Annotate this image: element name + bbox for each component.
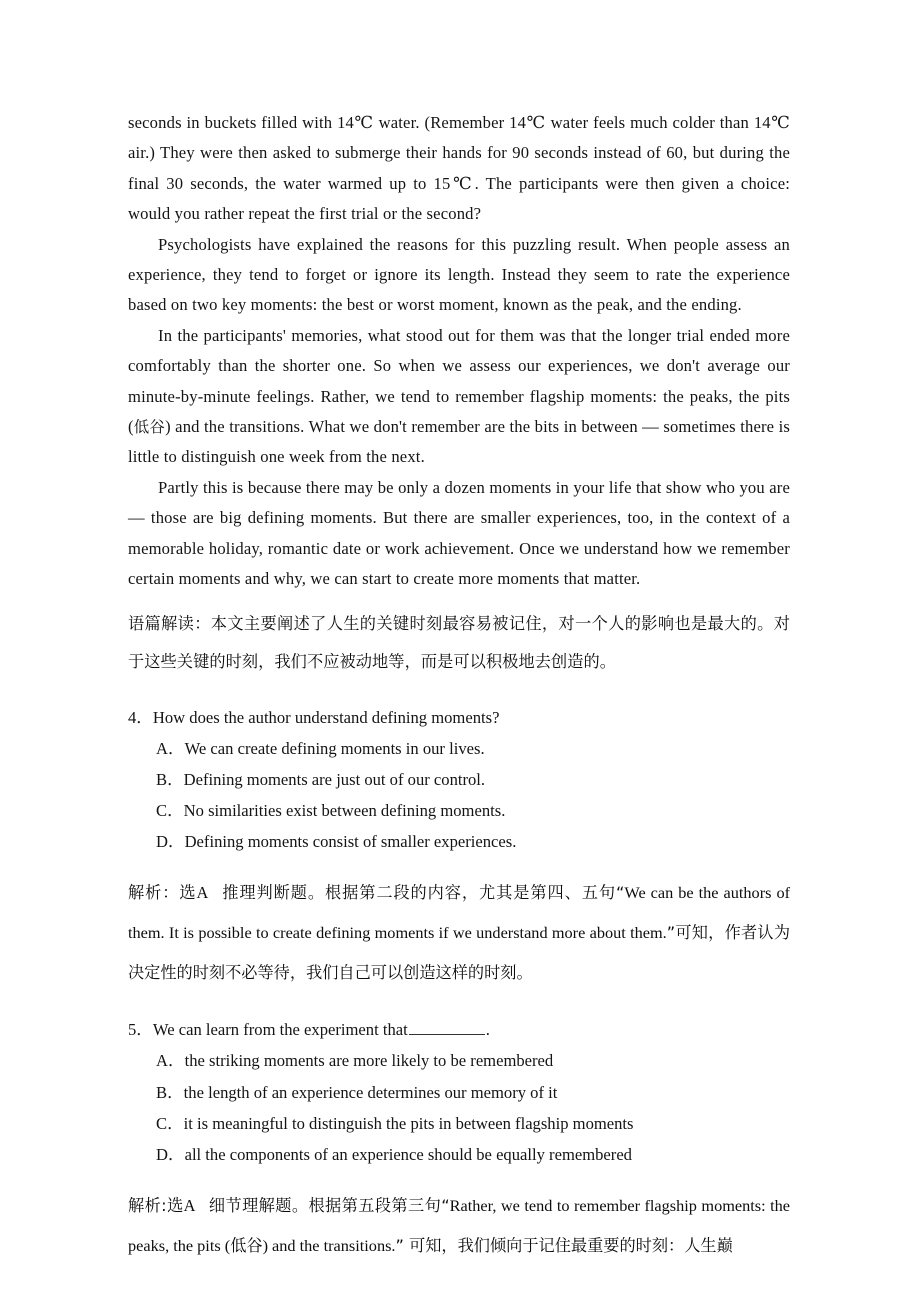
passage-analysis-text: 本文主要阐述了人生的关键时刻最容易被记住，对一个人的影响也是最大的。对于这些关键的时刻，我们不应被动地等，而是可以积极地去创造的。 xyxy=(128,613,790,671)
passage-text-segment: In the participants' memories, what stood out for them was that the longer trial ended more comfortably than the shorter one. So when we assess our experiences, we don't average our minute-by-minute feelings. Rather, we tend to remember flagship moments: the peaks, the pits ( xyxy=(128,325,790,437)
option-text: No similarities exist between defining moments. xyxy=(183,800,506,820)
question-5-option-c[interactable] xyxy=(128,1108,790,1139)
question-4-text: How does the author understand defining moments? xyxy=(152,707,500,727)
answer-blank[interactable] xyxy=(409,1020,485,1035)
question-5-text: We can learn from the experiment that xyxy=(152,1020,408,1040)
explanation-quote-part-1: Rather, we tend to remember flagship moments: the peaks, the pits ( xyxy=(128,1196,790,1256)
explanation-answer-prefix: 选 xyxy=(166,1196,184,1216)
explanation-answer-letter: A xyxy=(183,1196,196,1216)
passage-text-segment: ) and the transitions. What we don't remember are the bits in between — sometimes there is little to distinguish one week from the next. xyxy=(128,417,790,467)
option-label: D． xyxy=(156,832,185,852)
option-label: B． xyxy=(156,1082,184,1102)
question-4-number: 4． xyxy=(128,707,153,727)
passage-analysis-block xyxy=(128,605,790,681)
option-label: D． xyxy=(156,1144,185,1164)
question-4-option-a[interactable] xyxy=(128,733,790,764)
explanation-quote-part-2: ) and the transitions. xyxy=(262,1236,396,1256)
question-5-option-d[interactable] xyxy=(128,1139,790,1170)
passage-analysis-label: 语篇解读： xyxy=(128,613,211,633)
question-4-option-d[interactable] xyxy=(128,826,790,857)
explanation-quote: We can be the authors of them. It is possible to create defining moments if we understand more about them. xyxy=(128,883,791,943)
option-text: the length of an experience determines our memory of it xyxy=(183,1082,558,1102)
question-5-option-b[interactable] xyxy=(128,1077,790,1108)
question-4-explanation xyxy=(128,873,790,993)
question-5-text-tail: . xyxy=(485,1020,490,1040)
chinese-gloss-pits: 低谷 xyxy=(230,1236,263,1256)
passage-paragraph-3 xyxy=(128,321,790,473)
question-5-stem xyxy=(128,1014,790,1045)
option-text: the striking moments are more likely to be remembered xyxy=(184,1051,554,1071)
option-label: A． xyxy=(156,738,185,758)
option-label: C． xyxy=(156,1113,184,1133)
explanation-body-before-quote: 根据第五段第三句“ xyxy=(308,1196,450,1216)
question-4-stem xyxy=(128,702,790,733)
explanation-body-after-quote: ” 可知，我们倾向于记住最重要的时刻：人生巅 xyxy=(395,1236,733,1256)
explanation-label: 解析: xyxy=(128,1196,167,1216)
explanation-body-after-quote: ”可知，作者认为决定性的时刻不必等待，我们自己可以创造这样的时刻。 xyxy=(128,923,791,983)
explanation-question-type: 细节理解题。 xyxy=(208,1196,309,1216)
explanation-body-before-quote: 根据第二段的内容，尤其是第四、五句“ xyxy=(324,883,625,903)
question-5-number: 5． xyxy=(128,1020,153,1040)
explanation-question-type: 推理判断题。 xyxy=(221,883,325,903)
option-label: C． xyxy=(156,800,184,820)
option-label: B． xyxy=(156,769,184,789)
explanation-label: 解析： xyxy=(128,883,180,903)
question-5-explanation xyxy=(128,1186,790,1266)
explanation-answer-letter: A xyxy=(196,883,209,903)
content-column xyxy=(128,108,790,1266)
option-text: all the components of an experience should be equally remembered xyxy=(184,1144,632,1164)
passage-paragraph-2: Psychologists have explained the reasons for this puzzling result. When people assess an experience, they tend to forget or ignore its length. Instead they seem to rate the experience based on two key moments: the best or worst moment, known as the peak, and the ending. xyxy=(128,234,790,315)
passage-paragraph-1: seconds in buckets filled with 14℃ water. (Remember 14℃ water feels much colder than 14℃ air.) They were then asked to submerge their hands for 90 seconds instead of 60, but during the final 30 seconds, the water warmed up to 15℃. The participants were then given a choice: would you rather repeat the first trial or the second? xyxy=(128,113,790,224)
question-4-option-c[interactable] xyxy=(128,795,790,826)
option-text: We can create defining moments in our lives. xyxy=(184,738,485,758)
passage-paragraph-4: Partly this is because there may be only a dozen moments in your life that show who you are — those are big defining moments. But there are smaller experiences, too, in the context of a memorable holiday, romantic date or work achievement. Once we understand how we remember certain moments and why, we can start to create more moments that matter. xyxy=(128,477,790,589)
option-text: it is meaningful to distinguish the pits in between flagship moments xyxy=(183,1113,634,1133)
question-4-option-b[interactable] xyxy=(128,764,790,795)
explanation-answer-prefix: 选 xyxy=(179,883,197,903)
option-label: A． xyxy=(156,1051,185,1071)
option-text: Defining moments are just out of our control. xyxy=(183,769,486,789)
option-text: Defining moments consist of smaller experiences. xyxy=(184,832,517,852)
question-5-option-a[interactable] xyxy=(128,1045,790,1076)
chinese-gloss-pits: 低谷 xyxy=(133,418,166,437)
